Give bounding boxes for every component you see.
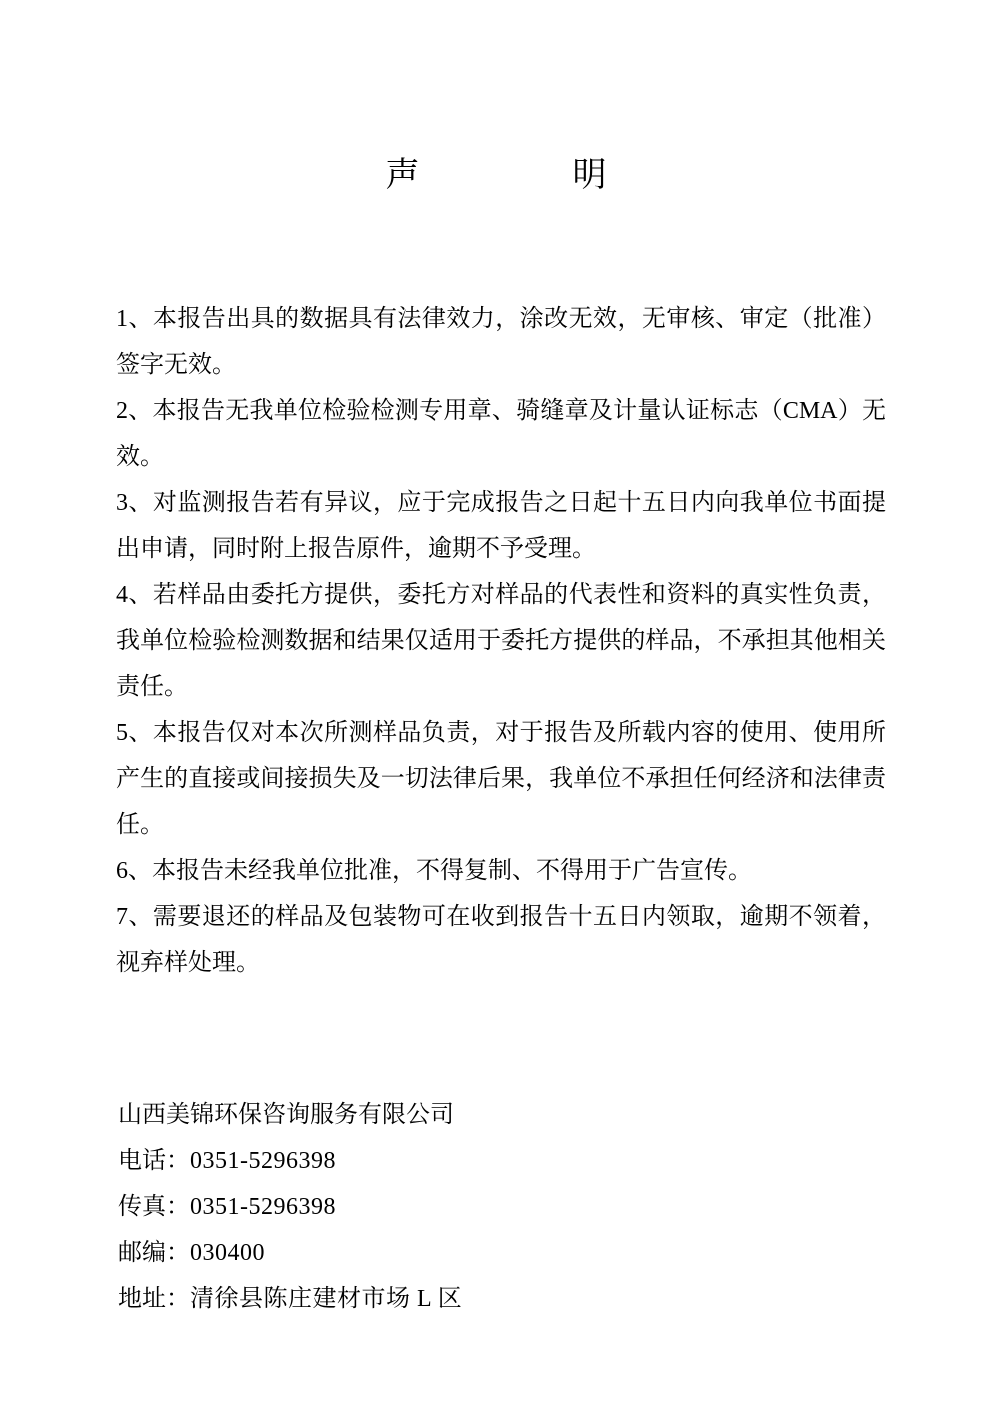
contact-postcode bbox=[118, 1230, 886, 1276]
contact-phone-label: 电话： bbox=[118, 1148, 190, 1174]
contact-phone bbox=[118, 1138, 886, 1184]
statement-item-1: 1、本报告出具的数据具有法律效力，涂改无效，无审核、审定（批准）签字无效。 bbox=[116, 306, 886, 378]
contact-address bbox=[118, 1276, 886, 1322]
contact-fax-label: 传真： bbox=[118, 1194, 190, 1220]
title-gap bbox=[428, 185, 564, 186]
title-char-left: 声 bbox=[385, 157, 420, 194]
company-name: 山西美锦环保咨询服务有限公司 bbox=[118, 1102, 454, 1128]
statement-item-6: 6、本报告未经我单位批准，不得复制、不得用于广告宣传。 bbox=[116, 858, 752, 884]
contact-phone-value: 0351-5296398 bbox=[190, 1148, 336, 1174]
statement-item-7: 7、需要退还的样品及包装物可在收到报告十五日内领取，逾期不领着，视弃样处理。 bbox=[116, 904, 886, 976]
title-char-right: 明 bbox=[572, 157, 607, 194]
statement-item-3: 3、对监测报告若有异议，应于完成报告之日起十五日内向我单位书面提出申请，同时附上报告原件，逾期不予受理。 bbox=[116, 490, 886, 562]
page-title bbox=[0, 0, 992, 194]
contact-postcode-value: 030400 bbox=[190, 1240, 265, 1266]
statement-item-4: 4、若样品由委托方提供，委托方对样品的代表性和资料的真实性负责，我单位检验检测数据和结果仅适用于委托方提供的样品，不承担其他相关责任。 bbox=[116, 582, 886, 700]
contact-fax bbox=[118, 1184, 886, 1230]
contact-address-value: 清徐县陈庄建材市场 L 区 bbox=[190, 1286, 463, 1312]
contact-fax-value: 0351-5296398 bbox=[190, 1194, 336, 1220]
contact-address-label: 地址： bbox=[118, 1286, 190, 1312]
statement-item-2: 2、本报告无我单位检验检测专用章、骑缝章及计量认证标志（CMA）无效。 bbox=[116, 398, 886, 470]
statement-list bbox=[0, 296, 992, 986]
contact-block bbox=[0, 1092, 992, 1322]
contact-postcode-label: 邮编： bbox=[118, 1240, 190, 1266]
statement-item-5: 5、本报告仅对本次所测样品负责，对于报告及所载内容的使用、使用所产生的直接或间接损失及一切法律后果，我单位不承担任何经济和法律责任。 bbox=[116, 720, 886, 838]
